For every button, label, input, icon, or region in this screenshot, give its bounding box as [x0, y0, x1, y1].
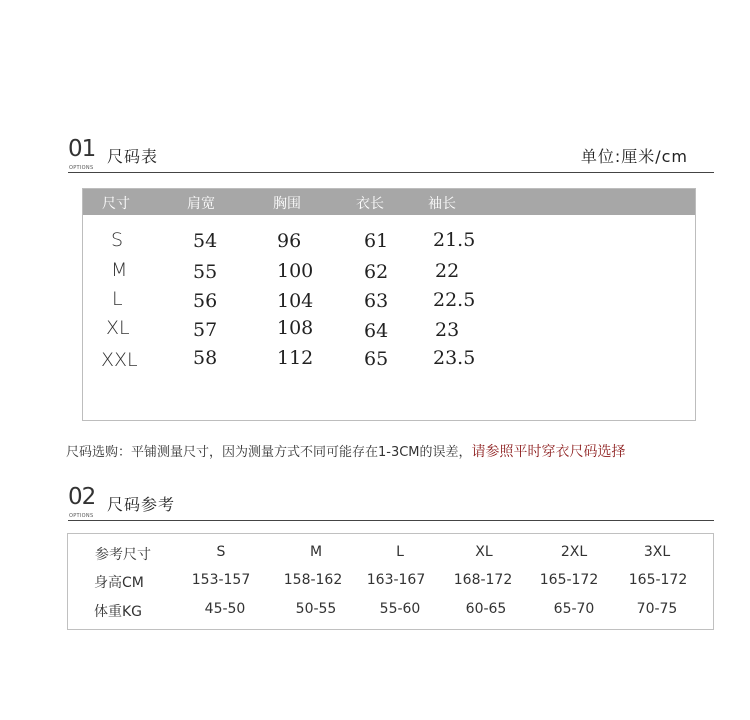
- row-label-size: 参考尺寸: [95, 547, 151, 563]
- table-row-size: L: [112, 288, 123, 310]
- table-cell: 57: [193, 319, 218, 341]
- header-size: 尺寸: [102, 196, 130, 212]
- ref-weight: 60-65: [465, 601, 507, 617]
- section-subtitle: OPTIONS: [69, 165, 94, 171]
- header-chest: 胸围: [273, 196, 301, 212]
- unit-label: 单位:厘米/cm: [580, 147, 688, 166]
- ref-height: 163-167: [366, 572, 426, 588]
- table-cell: 55: [193, 261, 218, 283]
- section-title: 尺码表: [107, 147, 159, 166]
- table-cell: 62: [364, 261, 389, 283]
- table-cell: 64: [364, 320, 389, 342]
- table-cell: 23: [435, 319, 460, 341]
- table-cell: 23.5: [433, 347, 476, 369]
- table-cell: 63: [364, 290, 389, 312]
- ref-height: 165-172: [628, 572, 688, 588]
- table-row-size: S: [111, 229, 124, 251]
- ref-height: 153-157: [191, 572, 251, 588]
- table-cell: 112: [277, 347, 314, 369]
- table-cell: 22.5: [433, 289, 476, 311]
- table-header: [83, 189, 695, 215]
- size-chart-heading: [68, 136, 714, 173]
- size-reference-table: [67, 533, 714, 630]
- ref-size: 2XL: [560, 544, 588, 560]
- table-cell: 100: [277, 260, 314, 282]
- row-label-height: 身高CM: [94, 575, 144, 591]
- table-cell: 104: [277, 290, 314, 312]
- header-sleeve: 袖长: [428, 196, 456, 212]
- note-text: 尺码选购：平铺测量尺寸，因为测量方式不同可能存在1-3CM的误差，: [66, 445, 472, 460]
- header-length: 衣长: [356, 196, 384, 212]
- ref-weight: 45-50: [204, 601, 246, 617]
- table-cell: 22: [435, 260, 460, 282]
- section-number: 01: [68, 136, 96, 162]
- section-number: 02: [68, 484, 96, 510]
- table-row-size: M: [111, 259, 128, 281]
- row-label-weight: 体重KG: [94, 604, 143, 620]
- table-cell: 56: [193, 290, 218, 312]
- size-note: [66, 441, 626, 461]
- ref-height: 158-162: [283, 572, 343, 588]
- ref-weight: 65-70: [553, 601, 595, 617]
- ref-weight: 55-60: [379, 601, 421, 617]
- ref-size: S: [216, 544, 226, 560]
- ref-size: L: [396, 544, 404, 560]
- table-cell: 61: [364, 230, 389, 252]
- section-subtitle: OPTIONS: [69, 513, 94, 519]
- table-cell: 21.5: [433, 229, 476, 251]
- table-cell: 54: [193, 230, 218, 252]
- header-shoulder: 肩宽: [187, 196, 215, 212]
- ref-size: 3XL: [643, 544, 671, 560]
- table-cell: 58: [193, 347, 218, 369]
- ref-size: M: [309, 544, 323, 560]
- size-reference-heading: [68, 484, 714, 521]
- table-cell: 108: [277, 317, 314, 339]
- table-cell: 65: [364, 348, 389, 370]
- note-highlight: 请参照平时穿衣尺码选择: [471, 444, 626, 460]
- table-row-size: XXL: [101, 349, 138, 371]
- table-row-size: XL: [106, 317, 130, 339]
- table-cell: 96: [277, 230, 302, 252]
- ref-weight: 50-55: [295, 601, 337, 617]
- size-chart-table: [82, 188, 696, 421]
- ref-weight: 70-75: [636, 601, 678, 617]
- ref-size: XL: [475, 544, 493, 560]
- ref-height: 165-172: [539, 572, 599, 588]
- section-title: 尺码参考: [107, 495, 176, 514]
- ref-height: 168-172: [453, 572, 513, 588]
